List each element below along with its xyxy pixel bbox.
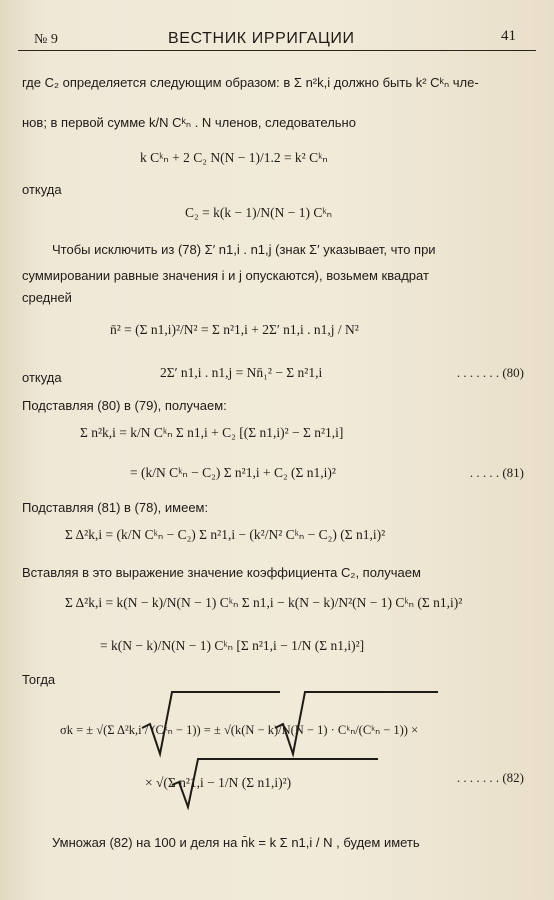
word-otkuda-2: откуда: [22, 370, 62, 385]
equation-1: k Cᵏₙ + 2 C₂ N(N − 1)/1.2 = k² Cᵏₙ: [140, 150, 328, 165]
text-line-1: где C₂ определяется следующим образом: в Σ n²k,i должно быть k² Cᵏₙ чле-: [22, 75, 479, 90]
paragraph-3: Подставляя (81) в (78), имеем:: [22, 500, 209, 515]
equation-number-82: . . . . . . . (82): [456, 770, 524, 785]
running-header: [18, 28, 536, 51]
equation-number-81: . . . . . (81): [469, 465, 524, 480]
last-line: Умножая (82) на 100 и деля на n̄k = k Σ n1,i / N , будем иметь: [52, 835, 420, 850]
equation-3: n̄² = (Σ n1,i)²/N² = Σ n²1,i + 2Σ′ n1,i . n1,j / N²: [110, 322, 359, 337]
equation-8a: σk = ± √(Σ Δ²k,i / (Cᵏₙ − 1)) = ± √(k(N − k)/N(N − 1) · Cᵏₙ/(Cᵏₙ − 1)) ×: [60, 723, 419, 737]
equation-6: Σ Δ²k,i = (k/N Cᵏₙ − C₂) Σ n²1,i − (k²/N² Cᵏₙ − C₂) (Σ n1,i)²: [65, 527, 386, 542]
equation-2: C₂ = k(k − 1)/N(N − 1) Cᵏₙ: [185, 205, 333, 220]
equation-7a: Σ Δ²k,i = k(N − k)/N(N − 1) Cᵏₙ Σ n1,i − k(N − k)/N²(N − 1) Cᵏₙ (Σ n1,i)²: [65, 595, 463, 610]
page-number: 41: [501, 28, 516, 44]
paragraph-1c: средней: [22, 290, 72, 305]
equation-4: 2Σ′ n1,i . n1,j = Nn̄₁² − Σ n²1,i: [160, 365, 323, 380]
issue-number: № 9: [34, 32, 58, 47]
text-line-2: нов; в первой сумме k/N Cᵏₙ . N членов, следовательно: [22, 115, 356, 130]
paragraph-4: Вставляя в это выражение значение коэффициента C₂, получаем: [22, 565, 421, 580]
equation-5b: = (k/N Cᵏₙ − C₂) Σ n²1,i + C₂ (Σ n1,i)²: [130, 465, 336, 480]
equation-7b: = k(N − k)/N(N − 1) Cᵏₙ [Σ n²1,i − 1/N (Σ n1,i)²]: [100, 638, 365, 653]
paragraph-1b: суммировании равные значения i и j опускаются), возьмем квадрат: [22, 268, 429, 283]
paragraph-2: Подставляя (80) в (79), получаем:: [22, 398, 227, 413]
word-togda: Тогда: [22, 672, 56, 687]
equation-5a: Σ n²k,i = k/N Cᵏₙ Σ n1,i + C₂ [(Σ n1,i)² − Σ n²1,i]: [80, 425, 344, 440]
equation-8b: × √(Σ n²1,i − 1/N (Σ n1,i)²): [145, 775, 292, 790]
journal-title: ВЕСТНИК ИРРИГАЦИИ: [168, 30, 355, 47]
word-otkuda-1: откуда: [22, 182, 62, 197]
paragraph-1a: Чтобы исключить из (78) Σ′ n1,i . n1,j (знак Σ′ указывает, что при: [52, 242, 436, 257]
equation-number-80: . . . . . . . (80): [456, 365, 524, 380]
